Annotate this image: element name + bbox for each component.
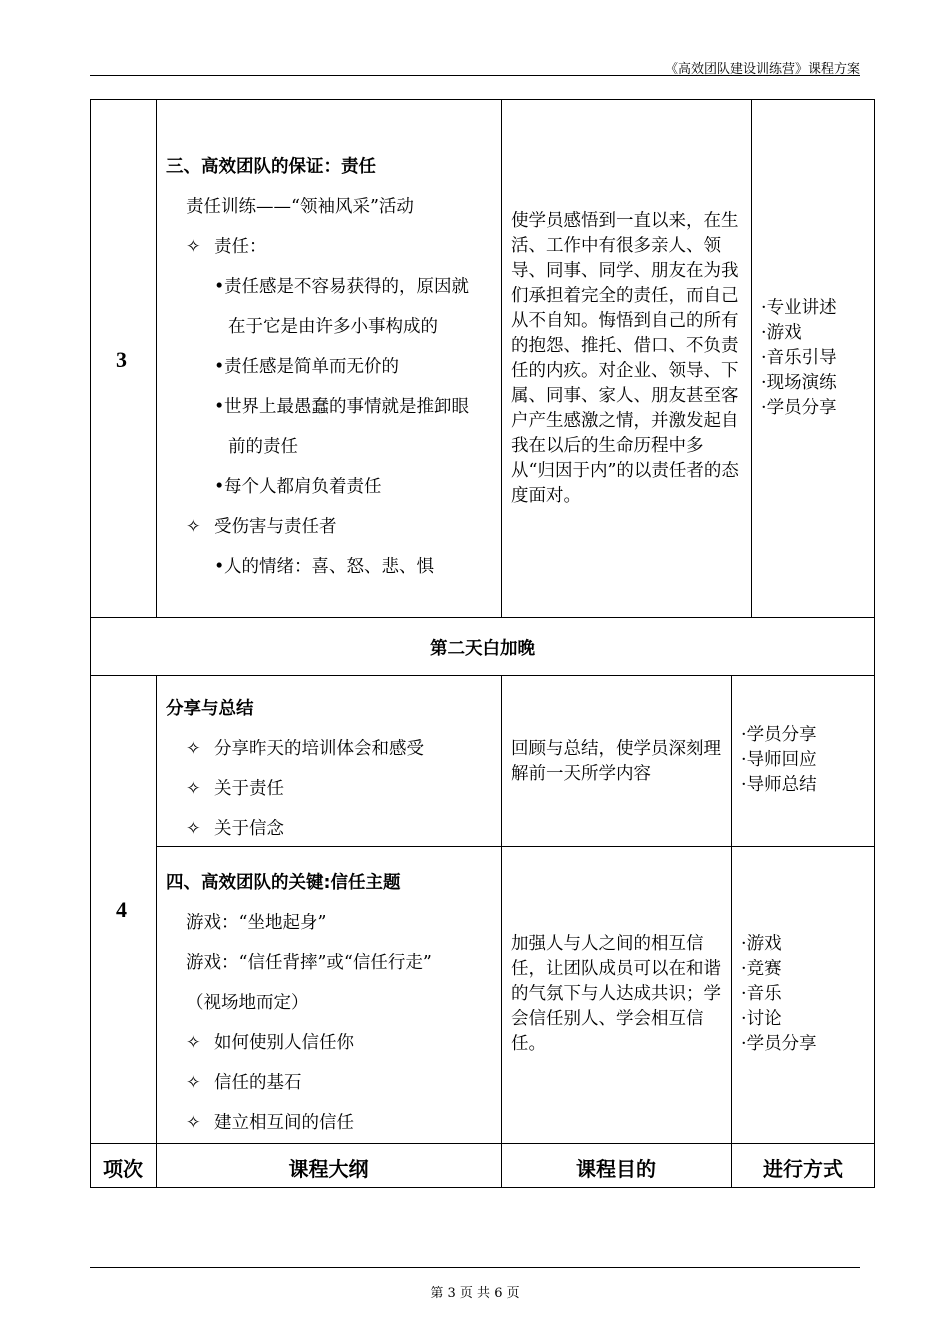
sub-point: •人的情绪：喜、怒、悲、惧: [214, 557, 434, 577]
diamond-bullet-icon: ✧: [186, 779, 201, 799]
bullet-item: ✧ 责任：: [186, 237, 267, 257]
bullet-item: ✧ 受伤害与责任者: [186, 517, 337, 537]
diamond-bullet-icon: ✧: [186, 237, 201, 257]
method-item: ·竞赛: [741, 959, 782, 979]
method-item: ·现场演练: [761, 373, 837, 393]
diamond-bullet-icon: ✧: [186, 1073, 201, 1093]
method-item: ·导师回应: [741, 750, 817, 770]
bullet-item: ✧ 建立相互间的信任: [186, 1113, 354, 1133]
course-purpose: 回顾与总结，使学员深刻理解前一天所学内容: [511, 739, 721, 784]
dot-bullet-icon: •: [214, 277, 225, 297]
method-item: ·游戏: [741, 934, 782, 954]
dot-bullet-icon: •: [214, 557, 225, 577]
method-item: ·游戏: [761, 323, 802, 343]
section-number: 3: [116, 347, 127, 372]
diamond-bullet-icon: ✧: [186, 739, 201, 759]
method-item: ·音乐: [741, 984, 782, 1004]
dot-bullet-icon: •: [214, 477, 225, 497]
column-header-purpose: 课程目的: [576, 1157, 656, 1181]
diamond-bullet-icon: ✧: [186, 517, 201, 537]
delivery-methods: [761, 296, 837, 421]
col-divider: [501, 675, 502, 1188]
dot-bullet-icon: •: [214, 357, 225, 377]
page-number: 第 3 页 共 6 页: [430, 1286, 520, 1301]
section-title: 四、高效团队的关键:信任主题: [166, 873, 401, 893]
col-divider: [731, 675, 732, 1188]
col-divider: [156, 675, 157, 1188]
bullet-item: ✧ 关于责任: [186, 779, 284, 799]
footer-rule: [90, 1267, 860, 1268]
col-divider: [501, 99, 502, 617]
column-header-method: 进行方式: [763, 1157, 843, 1181]
sub-point: •每个人都肩负着责任: [214, 477, 382, 497]
column-header-item-no: 项次: [103, 1157, 143, 1181]
header-rule: [90, 75, 860, 76]
day-banner: 第二天白加晚: [430, 639, 535, 659]
diamond-bullet-icon: ✧: [186, 819, 201, 839]
section-title: 三、高效团队的保证：责任: [166, 157, 376, 177]
sub-point: •责任感是不容易获得的，原因就: [214, 277, 469, 297]
bullet-item: ✧ 信任的基石: [186, 1073, 302, 1093]
course-purpose: 使学员感悟到一直以来，在生活、工作中有很多亲人、领导、同事、同学、朋友在为我们承担着完全的责任，而自己从不自知。悔悟到自己的所有的抱怨、推托、借口、不负责任的内疚。对企业、领导、下属、同事、家人、朋友甚至客户产生感激之情，并激发起自我在以后的生命历程中多从“归因于内”的以责任者的态度面对。: [511, 211, 739, 506]
section-number: 4: [116, 897, 127, 922]
method-item: ·导师总结: [741, 775, 817, 795]
game-line: 游戏：“信任背摔”或“信任行走”: [186, 953, 432, 973]
sub-point: •世界上最愚蠢的事情就是推卸眼: [214, 397, 469, 417]
method-item: ·音乐引导: [761, 348, 837, 368]
activity-line: 责任训练——“领袖风采”活动: [186, 197, 414, 217]
bullet-item: ✧ 如何使别人信任你: [186, 1033, 354, 1053]
document-title-header: 《高效团队建设训练营》课程方案: [664, 62, 860, 77]
column-header-outline: 课程大纲: [288, 1157, 369, 1181]
row-divider: [156, 846, 875, 847]
note-line: （视场地而定）: [186, 993, 309, 1013]
sub-point-continuation: 在于它是由许多小事构成的: [228, 317, 438, 337]
method-item: ·学员分享: [741, 725, 817, 745]
method-item: ·学员分享: [761, 398, 837, 418]
delivery-methods: [741, 932, 817, 1057]
sub-point: •责任感是简单而无价的: [214, 357, 399, 377]
col-divider: [156, 99, 157, 617]
course-purpose: 加强人与人之间的相互信任，让团队成员可以在和谐的气氛下与人达成共识；学会信任别人、学会相互信任。: [511, 934, 721, 1054]
sub-point-continuation: 前的责任: [228, 437, 298, 457]
bullet-item: ✧ 分享昨天的培训体会和感受: [186, 739, 424, 759]
game-line: 游戏：“坐地起身”: [186, 913, 327, 933]
bullet-item: ✧ 关于信念: [186, 819, 284, 839]
row-divider: [90, 675, 875, 676]
diamond-bullet-icon: ✧: [186, 1033, 201, 1053]
diamond-bullet-icon: ✧: [186, 1113, 201, 1133]
dot-bullet-icon: •: [214, 397, 225, 417]
col-divider: [751, 99, 752, 617]
row-divider: [90, 1143, 875, 1144]
row-divider: [90, 617, 875, 618]
method-item: ·讨论: [741, 1009, 782, 1029]
delivery-methods: [741, 723, 817, 798]
method-item: ·学员分享: [741, 1034, 817, 1054]
method-item: ·专业讲述: [761, 298, 837, 318]
section-title: 分享与总结: [166, 699, 254, 719]
